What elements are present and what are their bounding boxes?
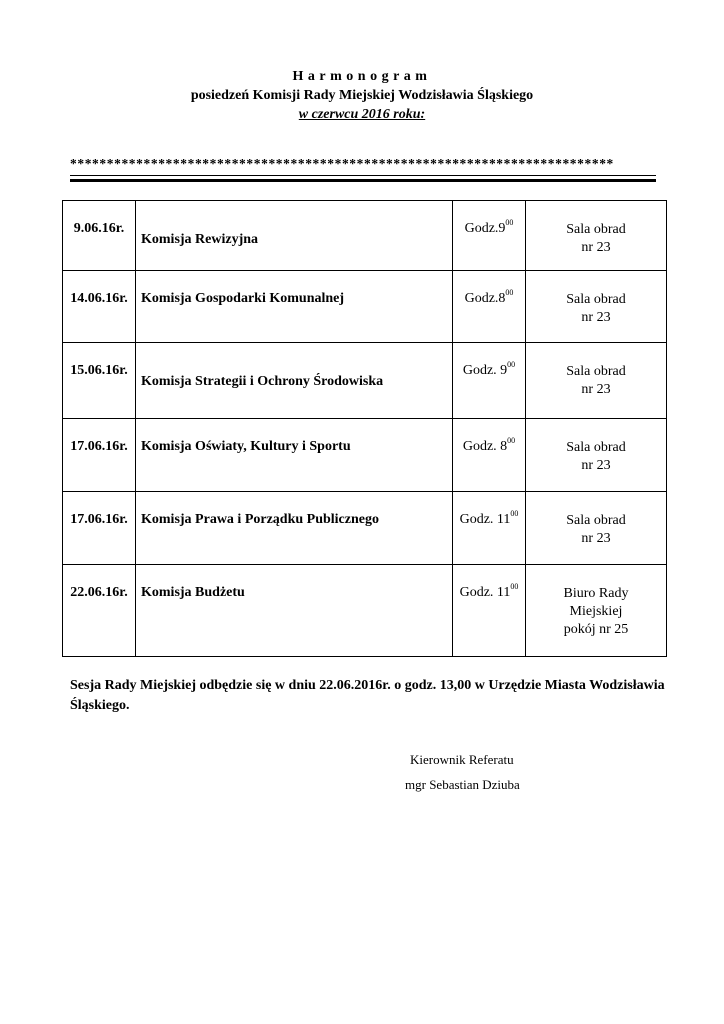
separator-thick-line [70, 179, 656, 182]
table-row [63, 419, 667, 492]
signature-position: Kierownik Referatu [410, 752, 514, 767]
meeting-room: Sala obrad nr 23 [526, 492, 667, 565]
committee-name: Komisja Prawa i Porządku Publicznego [136, 492, 453, 565]
table-row [63, 343, 667, 419]
table-row [63, 201, 667, 271]
committee-name: Komisja Oświaty, Kultury i Sportu [136, 419, 453, 492]
signature-name: mgr Sebastian Dziuba [405, 777, 520, 792]
meeting-hour: $Godz.9^{00}$ [453, 201, 526, 271]
meeting-date: 22.06.16r. [63, 565, 136, 657]
meeting-room: Sala obrad nr 23 [526, 343, 667, 419]
committee-name: Komisja Strategii i Ochrony Środowiska [136, 343, 453, 419]
committee-name: Komisja Gospodarki Komunalnej [136, 271, 453, 343]
meeting-room: Sala obrad nr 23 [526, 201, 667, 271]
meeting-date: 14.06.16r. [63, 271, 136, 343]
meeting-hour: Godz. $11^{00}$ [453, 492, 526, 565]
table-row [63, 492, 667, 565]
committee-name: Komisja Budżetu [136, 565, 453, 657]
meeting-room: Biuro Rady Miejskiej pokój nr 25 [526, 565, 667, 657]
document-period: w czerwcu 2016 roku: [298, 107, 426, 122]
asterisk-separator: ************************************************************************** [70, 156, 614, 171]
document-title: Harmonogram [292, 69, 432, 84]
meeting-hour: Godz. $11^{00}$ [453, 565, 526, 657]
meeting-date: 17.06.16r. [63, 419, 136, 492]
meeting-date: 17.06.16r. [63, 492, 136, 565]
meeting-hour: Godz. $9^{00}$ [453, 343, 526, 419]
committee-name: Komisja Rewizyjna [136, 201, 453, 271]
document-subtitle: posiedzeń Komisji Rady Miejskiej Wodzisławia Śląskiego [190, 88, 534, 103]
meeting-date: 9.06.16r. [63, 201, 136, 271]
meeting-room: Sala obrad nr 23 [526, 419, 667, 492]
meeting-hour: Godz. $8^{00}$ [453, 419, 526, 492]
schedule-table [62, 200, 667, 657]
meeting-date: 15.06.16r. [63, 343, 136, 419]
table-row [63, 565, 667, 657]
meeting-hour: $Godz.8^{00}$ [453, 271, 526, 343]
separator-thin-line [70, 175, 656, 176]
session-note: Sesja Rady Miejskiej odbędzie się w dniu 22.06.2016r. o godz. 13,00 w Urzędzie Miasta Wodzisławia Śląskiego. [70, 678, 665, 713]
meeting-room: Sala obrad nr 23 [526, 271, 667, 343]
table-row [63, 271, 667, 343]
